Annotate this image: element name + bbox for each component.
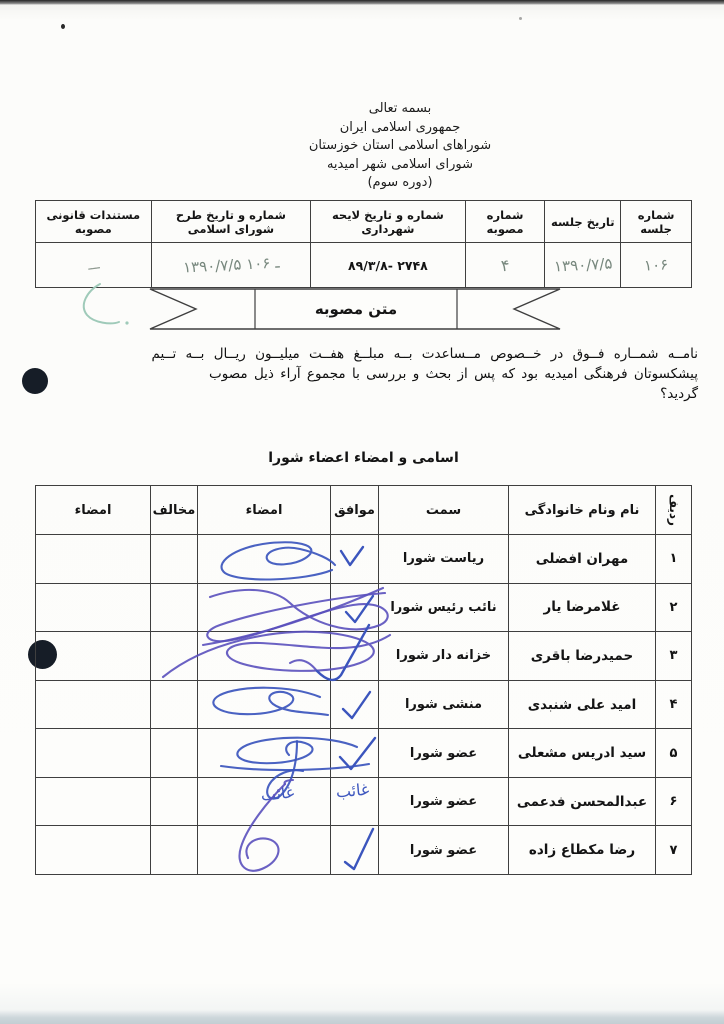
member-row-6: [36, 778, 691, 827]
session-date-value: ۱۳۹۰/۷/۵: [544, 243, 620, 287]
session-date-header: تاریخ جلسه: [544, 201, 620, 242]
member-position: عضو شورا: [378, 729, 508, 777]
oppose-cell: [150, 681, 197, 729]
position-header: سمت: [378, 486, 508, 534]
member-row-2: [36, 584, 691, 633]
signature-cell: [197, 729, 330, 777]
oppose-cell: [150, 535, 197, 583]
signature-cell: [197, 826, 330, 874]
member-name: رضا مکطاع زاده: [508, 826, 655, 874]
province-councils-line: شوراهای اسلامی استان خوزستان: [308, 138, 492, 153]
row-number: ۱: [655, 535, 691, 583]
member-name: سید ادریس مشعلی: [508, 729, 655, 777]
signature-cell: [197, 681, 330, 729]
term-line: (دوره سوم): [367, 175, 433, 190]
members-table-header-row: [36, 486, 691, 535]
signature-cell: [197, 584, 330, 632]
signature2-cell: [36, 681, 150, 729]
signature-cell: [197, 632, 330, 680]
municipality-bill-value: ۸۹/۳/۸- ۲۷۴۸: [310, 243, 465, 287]
member-position: عضو شورا: [378, 778, 508, 826]
council-plan-header: شماره و تاریخ طرح شورای اسلامی: [151, 201, 311, 242]
resolution-number-value: ۴: [465, 243, 545, 287]
member-position: منشی شورا: [378, 681, 508, 729]
signature2-cell: [36, 778, 150, 826]
ribbon-banner: [148, 287, 562, 331]
member-name: امید علی شنبدی: [508, 681, 655, 729]
member-row-3: [36, 632, 691, 681]
signature2-cell: [36, 535, 150, 583]
scan-speck: [61, 24, 65, 29]
letterhead: [76, 100, 724, 193]
oppose-cell: [150, 632, 197, 680]
row-number: ۷: [655, 826, 691, 874]
row-number: ۳: [655, 632, 691, 680]
agree-cell: [330, 778, 378, 826]
scan-top-edge: [0, 0, 724, 5]
council-plan-value: ۱۳۹۰/۷/۵ ـ ۱۰۶: [151, 243, 311, 287]
agree-header: موافق: [330, 486, 378, 534]
signature2-header: امضاء: [74, 502, 112, 518]
agree-cell: [330, 826, 378, 874]
signature-header: امضاء: [197, 486, 330, 534]
resolution-number-header: شماره مصوبه: [465, 201, 545, 242]
resolution-line-2: پیشکسوتان فرهنگی امیدیه بود که پس از بحث و بررسی با مجموع آراء ذیل مصوب: [209, 366, 698, 382]
agree-cell: [330, 729, 378, 777]
member-name: عبدالمحسن فدعمی: [508, 778, 655, 826]
bismillah-line: بسمه تعالی: [368, 101, 432, 116]
member-row-5: [36, 729, 691, 778]
agree-cell: [330, 681, 378, 729]
members-table: [35, 485, 692, 875]
oppose-header: مخالف: [150, 486, 197, 534]
signature2-cell: [36, 632, 150, 680]
absent-note-signature-col: غائب: [259, 782, 296, 805]
resolution-body: [30, 344, 698, 404]
signature2-cell: [36, 584, 150, 632]
oppose-cell: [150, 826, 197, 874]
legal-docs-value: ـــ: [86, 256, 101, 274]
municipality-bill-header: شماره و تاریخ لایحه شهرداری: [310, 201, 465, 242]
signature2-cell: [36, 729, 150, 777]
member-name: غلامرضا یار: [508, 584, 655, 632]
signature-cell: [197, 778, 330, 826]
session-number-value: ۱۰۶: [620, 243, 691, 287]
hole-punch-top: [22, 368, 48, 394]
scan-speck: [519, 17, 522, 20]
member-position: خزانه دار شورا: [378, 632, 508, 680]
name-header: نام ونام خانوادگی: [508, 486, 655, 534]
row-number-header: ردیف: [655, 486, 691, 534]
oppose-cell: [150, 584, 197, 632]
resolution-text-title: متن مصوبه: [314, 300, 398, 318]
member-name: حمیدرضا باقری: [508, 632, 655, 680]
absent-note-agree-col: غائب: [335, 779, 370, 802]
agree-cell: [330, 535, 378, 583]
agree-cell: [330, 584, 378, 632]
signature2-cell: [36, 826, 150, 874]
row-number: ۴: [655, 681, 691, 729]
row-number: ۶: [655, 778, 691, 826]
member-row-4: [36, 681, 691, 730]
member-row-7: [36, 826, 691, 874]
member-position: عضو شورا: [378, 826, 508, 874]
green-pen-mark: [55, 278, 155, 343]
agree-cell: [330, 632, 378, 680]
info-table-header-row: [36, 201, 691, 243]
member-name: مهران افضلی: [508, 535, 655, 583]
member-position: نائب رئیس شورا: [378, 584, 508, 632]
country-line: جمهوری اسلامی ایران: [339, 119, 461, 135]
resolution-info-table: [35, 200, 692, 288]
legal-docs-header: مستندات قانونی مصوبه: [46, 207, 141, 236]
resolution-line-1: نامــه شمــاره فــوق در خــصوص مــساعدت بــه مبلــغ هفــت میلیــون ریــال بــه تــیم: [151, 346, 698, 362]
oppose-cell: [150, 729, 197, 777]
member-position: ریاست شورا: [378, 535, 508, 583]
oppose-cell: [150, 778, 197, 826]
members-section-heading: اسامی و امضاء اعضاء شورا: [268, 450, 459, 466]
row-number: ۵: [655, 729, 691, 777]
signature-cell: [197, 535, 330, 583]
resolution-line-3: گردید؟: [660, 386, 698, 402]
city-council-line: شورای اسلامی شهر امیدیه: [326, 156, 474, 172]
member-row-1: [36, 535, 691, 584]
session-number-header: شماره جلسه: [620, 201, 691, 242]
row-number: ۲: [655, 584, 691, 632]
scan-bottom-edge: [0, 1010, 724, 1024]
